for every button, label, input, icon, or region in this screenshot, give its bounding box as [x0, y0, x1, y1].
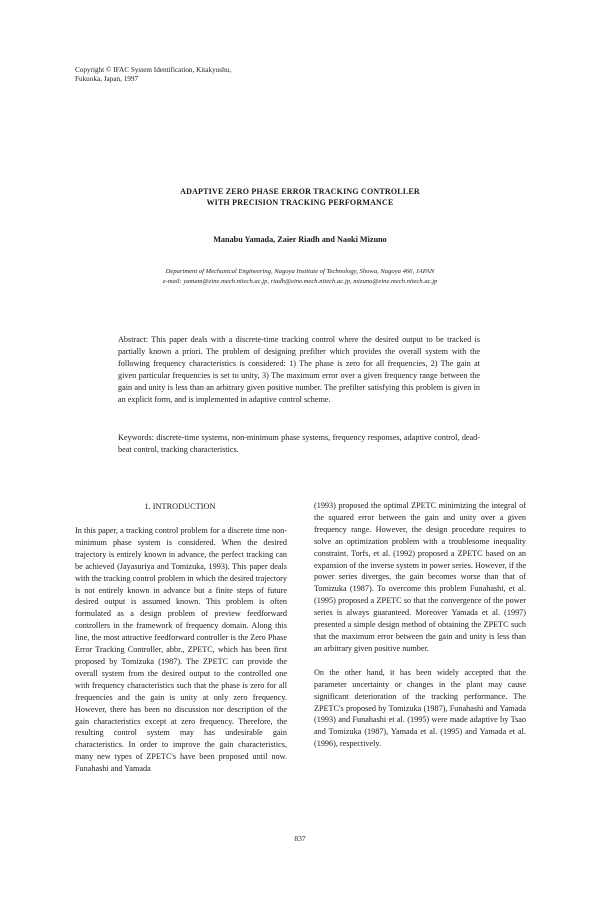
keywords: Keywords: discrete-time systems, non-minimum phase systems, frequency responses, adaptive control, dead-beat control, tracking characteristics.	[118, 433, 480, 454]
affiliation-line-1: Department of Mechanical Engineering, Nagoya Institute of Technology, Showa, Nagoya 466, JAPAN	[165, 268, 435, 275]
abstract: Abstract: This paper deals with a discrete-time tracking control where the desired output to be tracked is partially known a priori. The problem of designing prefilter which provides the overall system with the following frequency characteristics is considered: 1) The phase is zero for all frequencies, 2) The gain at given particular frequencies is set to unity, 3) The maximum error over a given frequency range between the gain and unity is less than an arbitrary given positive number. The prefilter satisfying this problem is given in an explicit form, and is implemented in adaptive control scheme.	[118, 335, 480, 404]
left-column	[75, 525, 287, 775]
copyright-line-1: Copyright © IFAC System Identification, Kitakyushu,	[75, 66, 232, 74]
copyright-line-2: Fukuoka, Japan, 1997	[75, 75, 139, 83]
intro-paragraph-2: (1993) proposed the optimal ZPETC minimizing the integral of the squared error between the gain and unity over a given frequency range. However, the design procedure requires to solve an optimization problem with a troublesome inequality constraint. Torfs, et al. (1992) proposed a ZPETC based on an expansion of the inverse system in power series. However, if the power series diverges, the gain becomes worse than that of Tomizuka (1987). To overcome this problem Funahashi, et al. (1995) proposed a ZPETC so that the convergence of the power series is always guaranteed. Moreover Yamada et al. (1997) presented a simple design method of obtaining the ZPETC such that the maximum error between the gain and unity is less than an arbitrary given positive number.	[314, 501, 526, 653]
paper-title	[0, 186, 600, 208]
intro-paragraph-1: In this paper, a tracking control problem for a discrete time non-minimum phase system is considered. When the desired trajectory is entirely known in advance, the perfect tracking can be achieved (Jayasuriya and Tomizuka, 1993). This paper deals with the tracking control problem in which the desired trajectory is not entirely known in advance but a finite steps of future desired output is assumed known. This problem is often formulated as a design problem of preview feedforward controllers in the framework of frequency domain. Along this line, the most attractive feedforward controller is the Zero Phase Error Tracking Controller, abbr., ZPETC, which has been first proposed by Tomizuka (1987). The ZPETC can provide the overall system from the desired output to the controlled one with frequency characteristics such that the phase is zero for all frequencies and the gain is unity at only zero frequency. However, there has been no discussion nor description of the gain characteristics except at zero frequency. Therefore, the resulting control system may has undesirable gain characteristics. In order to improve the gain characteristics, many new types of ZPETC's have been proposed until now. Funahashi and Yamada	[75, 526, 287, 774]
section-heading-introduction: 1. INTRODUCTION	[144, 502, 216, 511]
intro-paragraph-3: On the other hand, it has been widely accepted that the parameter uncertainty or changes in the plant may cause significant deterioration of the tracking performance. The ZPETC's proposed by Tomizuka (1987), Funahashi and Yamada (1993) and Funahashi et al. (1995) were made adaptive by Tsao and Tomizuka (1987), Yamada et al. (1995) and Yamada et al. (1996), respectively.	[314, 667, 526, 749]
affiliation	[0, 267, 600, 286]
copyright-notice	[75, 66, 231, 84]
page-number: 837	[294, 834, 306, 843]
title-line-1: ADAPTIVE ZERO PHASE ERROR TRACKING CONTROLLER	[180, 187, 420, 196]
title-line-2: WITH PRECISION TRACKING PERFORMANCE	[206, 198, 394, 207]
right-column	[314, 500, 526, 750]
affiliation-emails: e-mail: yamam@eine.mech.nitech.ac.jp, riadh@eine.mech.nitech.ac.jp, mizuno@eine.mech.nitech.ac.jp	[162, 277, 438, 285]
authors: Manabu Yamada, Zaier Riadh and Naoki Mizuno	[213, 235, 387, 244]
